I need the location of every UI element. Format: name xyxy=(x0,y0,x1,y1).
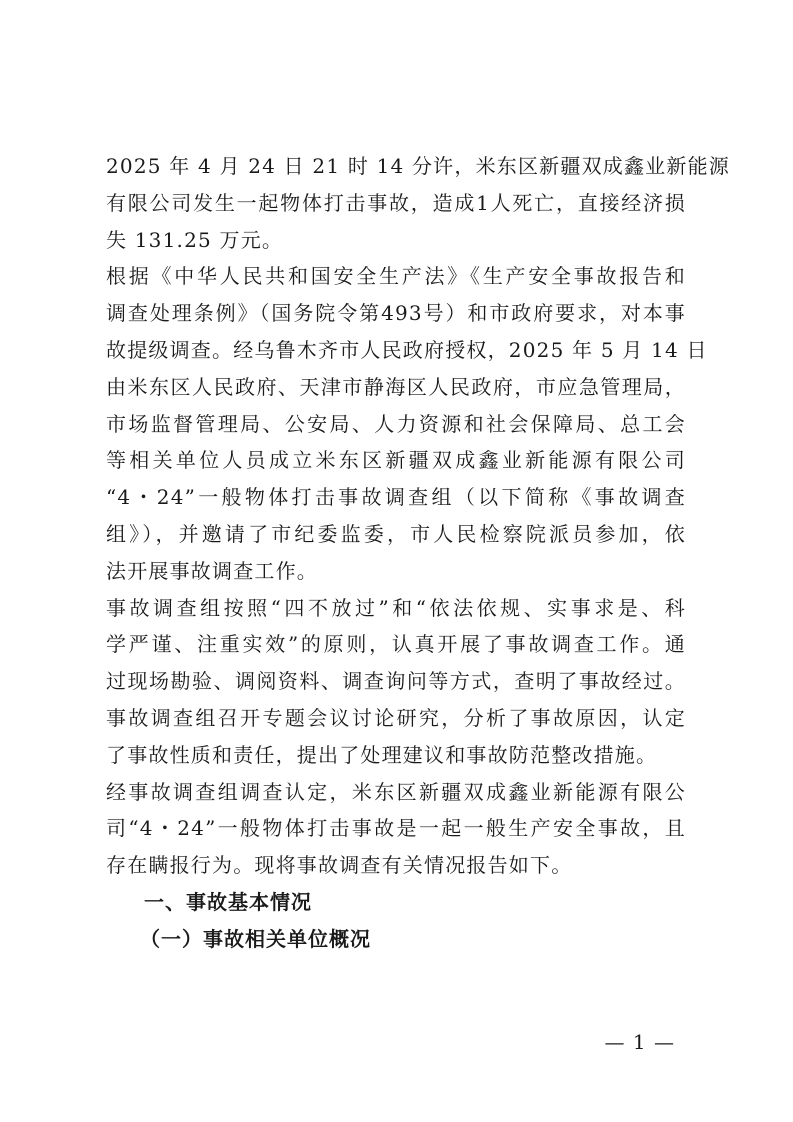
text-line: 市场监督管理局、公安局、人力资源和社会保障局、总工会 xyxy=(106,411,686,436)
text-line: 调查处理条例》（国务院令第493号）和市政府要求，对本事 xyxy=(106,301,686,326)
text-line: 了事故性质和责任，提出了处理建议和事故防范整改措施。 xyxy=(106,742,658,767)
text-line: 司“4・24”一般物体打击事故是一起一般生产安全事故，且 xyxy=(106,816,686,841)
subsection-heading: （一）事故相关单位概况 xyxy=(140,926,371,951)
text-line: 组》），并邀请了市纪委监委，市人民检察院派员参加，依 xyxy=(106,521,686,546)
text-line: 由米东区人民政府、天津市静海区人民政府，市应急管理局， xyxy=(106,374,686,399)
text-line: 有限公司发生一起物体打击事故，造成1人死亡，直接经济损 xyxy=(106,190,686,215)
text-line: 过现场勘验、调阅资料、调查询问等方式，查明了事故经过。 xyxy=(106,669,686,694)
text-line: 经事故调查组调查认定，米东区新疆双成鑫业新能源有限公 xyxy=(106,779,686,804)
text-line: 等相关单位人员成立米东区新疆双成鑫业新能源有限公司 xyxy=(106,448,686,473)
text-line: 学严谨、注重实效”的原则，认真开展了事故调查工作。通 xyxy=(106,632,686,657)
paragraph-summary xyxy=(106,148,730,258)
text-line: 事故调查组按照“四不放过”和“依法依规、实事求是、科 xyxy=(106,595,686,620)
paragraph-legal-basis xyxy=(106,258,708,589)
text-line: 存在瞒报行为。现将事故调查有关情况报告如下。 xyxy=(106,853,573,878)
text-line: 2025 年 4 月 24 日 21 时 14 分许，米东区新疆双成鑫业新能源 xyxy=(106,154,730,178)
text-line: 事故调查组召开专题会议讨论研究，分析了事故原因，认定 xyxy=(106,705,686,730)
text-line: “4・24”一般物体打击事故调查组（以下简称《事故调查 xyxy=(106,485,686,510)
text-line: 故提级调查。经乌鲁木齐市人民政府授权，2025 年 5 月 14 日 xyxy=(106,337,708,362)
section-heading: 一、事故基本情况 xyxy=(144,889,312,914)
text-line: 失 131.25 万元。 xyxy=(106,227,284,252)
text-line: 法开展事故调查工作。 xyxy=(106,558,318,583)
report-body xyxy=(106,148,730,958)
page-number: — 1 — xyxy=(604,1030,675,1054)
text-line: 根据《中华人民共和国安全生产法》《生产安全事故报告和 xyxy=(106,264,686,289)
paragraph-investigation-principles xyxy=(106,590,686,774)
paragraph-conclusion xyxy=(106,774,686,884)
